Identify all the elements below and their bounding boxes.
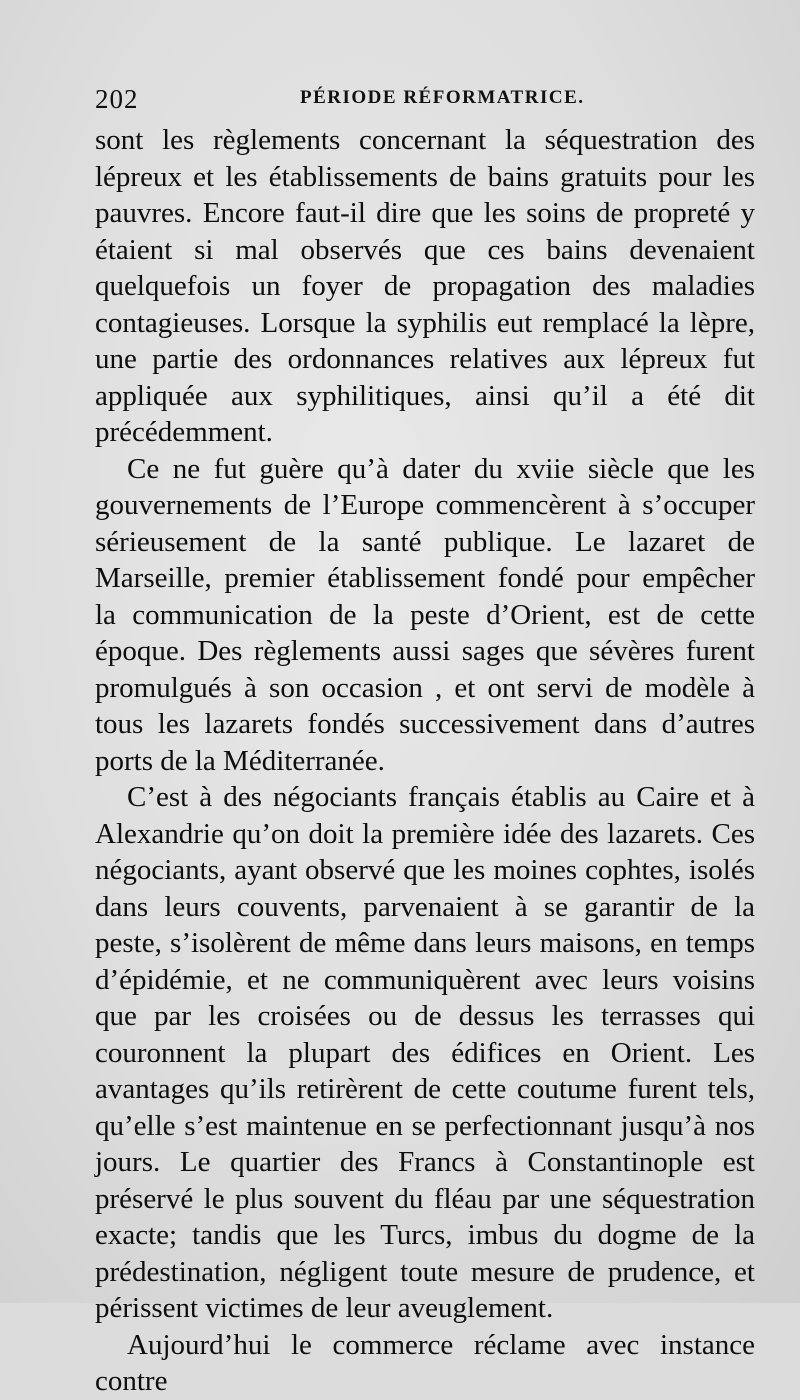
paragraph-aujourdhui: Aujourd’hui le commerce réclame avec instance contre bbox=[95, 1328, 755, 1397]
paragraph-negociants: C’est à des négociants français établis au Caire et à Alexandrie qu’on doit la première idée des lazarets. Ces négociants, ayant observé que les moines cophtes, isolés dans leurs couvents, parvenaient à se garantir de la peste, s’isolèrent de même dans leurs maisons, en temps d’épidémie, et ne communiquèrent avec leurs voisins que par les croisées ou de dessus les terrasses qui couronnent la plupart des édifices en Orient. Les avantages qu’ils retirèrent de cette coutume furent tels, qu’elle s’est maintenue en se perfectionnant jusqu’à nos jours. Le quartier des Francs à Constantinople est préservé le plus souvent du fléau par une séquestration exacte; tandis que les Turcs, imbus du dogme de la prédestination, négligent toute mesure de prudence, et périssent victimes de leur aveuglement. bbox=[95, 781, 755, 1324]
paragraph-continuation: sont les règlements concernant la séquestration des lépreux et les établissements de bains gratuits pour les pauvres. Encore faut-il dire que les soins de propreté y étaient si mal observés que ces bains devenaient quelquefois un foyer de propagation des maladies contagieuses. Lorsque la syphilis eut remplacé la lèpre, une partie des ordonnances relatives aux lépreux fut appliquée aux syphilitiques, ainsi qu’il a été dit précédemment. bbox=[95, 124, 755, 448]
running-title: PÉRIODE RÉFORMATRICE. bbox=[300, 87, 585, 108]
paragraph-seventeenth-century: Ce ne fut guère qu’à dater du xviie siècle que les gouvernements de l’Europe commencèrent à s’occuper sérieusement de la santé publique. Le lazaret de Marseille, premier établissement fondé pour empêcher la communication de la peste d’Orient, est de cette époque. Des règlements aussi sages que sévères furent promulgués à son occasion , et ont servi de modèle à tous les lazarets fondés successivement dans d’autres ports de la Méditerranée. bbox=[95, 452, 755, 777]
page-number: 202 bbox=[95, 84, 139, 114]
page-header bbox=[95, 84, 755, 114]
body-text bbox=[95, 122, 755, 1400]
